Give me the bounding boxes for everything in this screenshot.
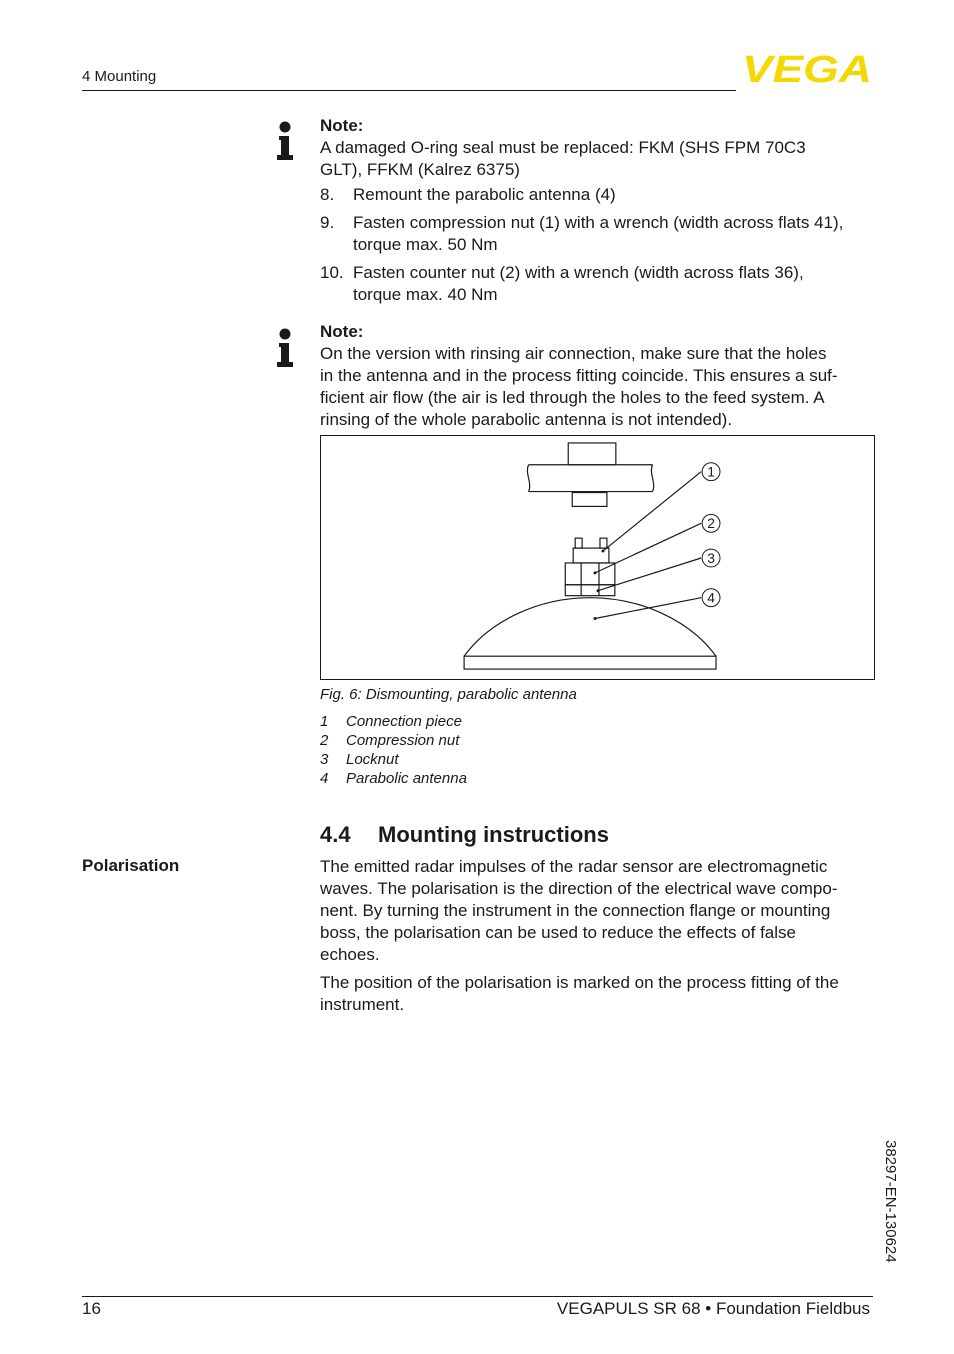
step-number: 9. [320,213,335,232]
polarisation-paragraph [320,972,872,1016]
header-rule [82,90,736,91]
step-item [320,212,875,256]
document-code: 38297-EN-130624 [882,1140,899,1263]
connection-pin-right [600,538,607,548]
step-item [320,262,875,306]
locknut [565,585,615,596]
vega-logo [741,52,873,84]
figure-legend [320,712,467,788]
note-line: GLT), FFKM (Kalrez 6375) [320,160,520,179]
note-title: Note: [320,322,364,341]
footer-product: VEGAPULS SR 68 • Foundation Fieldbus [556,1299,870,1318]
step-line: Fasten counter nut (2) with a wrench (width across flats 36), [353,263,804,282]
legend-text: Locknut [346,751,399,768]
legend-number: 1 [320,713,329,730]
paragraph-line: The position of the polarisation is marked on the process fitting of the [320,973,839,992]
parabolic-antenna-drawing [321,436,874,679]
note-line: A damaged O-ring seal must be replaced: FKM (SHS FPM 70C3 [320,138,806,157]
step-text [353,262,875,306]
flange-thread [572,493,607,507]
note-line: On the version with rinsing air connection, make sure that the holes [320,344,827,363]
legend-number: 2 [320,732,329,749]
running-header: 4 Mounting [82,68,157,85]
note-line: in the antenna and in the process fitting coincide. This ensures a suf- [320,366,838,385]
flange-break-left [527,465,529,492]
callout-label: 1 [707,463,715,480]
section-title: Mounting instructions [378,822,609,847]
note-line: ficient air flow (the air is led through the holes to the feed system. A [320,388,825,407]
note-title: Note: [320,116,364,135]
logo-text: VEGA [742,52,872,84]
paragraph-line: echoes. [320,945,380,964]
step-list [320,184,875,312]
paragraph-line: instrument. [320,995,405,1014]
paragraph-line: nent. By turning the instrument in the connection flange or mounting [320,901,831,920]
step-item [320,184,875,206]
figure-frame [320,435,875,680]
step-line: torque max. 50 Nm [353,235,498,254]
legend-number: 3 [320,751,329,768]
note-line: rinsing of the whole parabolic antenna is not intended). [320,410,733,429]
legend-item [320,731,467,750]
antenna-rim [464,656,716,669]
note-box [320,115,870,181]
step-text [353,212,875,256]
legend-text: Connection piece [346,713,462,730]
page-number: 16 [82,1299,101,1318]
flange-stem [568,443,616,465]
section-number: 4.4 [320,822,351,847]
paragraph-line: waves. The polarisation is the direction of the electrical wave compo- [320,879,838,898]
legend-item [320,712,467,731]
antenna-dish [464,598,716,657]
margin-label-polarisation: Polarisation [82,856,180,875]
figure-caption: Fig. 6: Dismounting, parabolic antenna [320,686,577,703]
step-line: Fasten compression nut (1) with a wrench (width across flats 41), [353,213,844,232]
step-line: torque max. 40 Nm [353,285,498,304]
legend-text: Parabolic antenna [346,770,467,787]
callout-label: 2 [707,515,715,532]
compression-nut [565,563,615,585]
polarisation-paragraph [320,856,872,966]
info-icon [274,121,296,161]
step-number: 8. [320,185,335,204]
legend-number: 4 [320,770,329,787]
note-box [320,321,870,431]
step-text [353,184,875,206]
paragraph-line: The emitted radar impulses of the radar sensor are electromagnetic [320,857,828,876]
legend-text: Compression nut [346,732,460,749]
paragraph-line: boss, the polarisation can be used to reduce the effects of false [320,923,796,942]
flange-break-right [651,465,653,492]
legend-item [320,750,467,769]
info-icon [274,328,296,368]
section-heading [320,822,609,848]
step-line: Remount the parabolic antenna (4) [353,185,616,204]
connection-pin-left [575,538,582,548]
step-number: 10. [320,263,344,282]
legend-item [320,769,467,788]
flange-plate [529,465,653,492]
callout-label: 4 [707,589,715,606]
footer-rule [82,1296,873,1297]
callout-label: 3 [707,549,715,566]
